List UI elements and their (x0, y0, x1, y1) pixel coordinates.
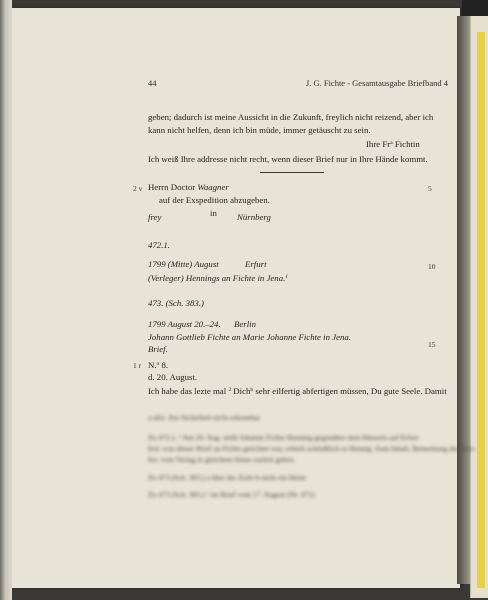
signature-tail: Fichtin (392, 139, 420, 149)
letter-473-number-tail: 8. (159, 360, 169, 370)
address-line-4-left: frey (148, 212, 162, 222)
facing-page-edge (470, 8, 488, 598)
margin-note-1r: 1 r (133, 361, 142, 370)
footnote-line: Zu 473 (Sch. 383.) ¹ im Brief vom 17. August (Nr. 471) (148, 490, 315, 499)
margin-note-2v: 2 v (133, 184, 143, 193)
address-line-1 (148, 181, 229, 194)
entry-472-desc (148, 271, 288, 285)
book-page (12, 8, 460, 588)
entry-472-date: 1799 (Mitte) August (148, 259, 219, 269)
page-stack-edge (0, 0, 12, 600)
body-part-c: sehr eilfertig abfertigen müssen, Du gute Seele. Damit (253, 386, 447, 396)
address-line-3: in (210, 208, 217, 218)
page-number: 44 (148, 78, 157, 88)
letter-473-number-sup: o (156, 361, 160, 367)
entry-472-place: Erfurt (245, 259, 267, 269)
entry-472-desc-text: (Verleger) Hennings an Fichte in Jena. (148, 273, 286, 283)
footnote-line: a afzl. Zur Sicherheit nicht erkennbar (148, 413, 261, 422)
postscript: Ich weiß Ihre addresse nicht recht, wenn dieser Brief nur in Ihre Hände kommt. (148, 154, 428, 164)
body-sup-2: b (250, 387, 254, 393)
separator-rule (260, 172, 324, 173)
letter-line-1: geben; dadurch ist meine Aussicht in die Zukunft, freylich nicht reizend, aber ich (148, 112, 434, 122)
address-recipient: Herrn Doctor (148, 182, 198, 192)
entry-473-place: Berlin (234, 319, 256, 329)
footnote-line: Zu 473 (Sch. 383.) a über der Zeile b nicht ein Heim (148, 473, 306, 482)
entry-473-kind: Brief. (148, 344, 168, 354)
line-number-10: 10 (428, 262, 436, 271)
footnote-line: Zu 472.1. ¹ Am 20. Aug. stellt Johanne Fichte Henning gegenüber dem Hinweis auf Erfurt (148, 433, 419, 442)
address-recipient-name: Waagner (197, 182, 229, 192)
body-part-b: Dich (231, 386, 251, 396)
facing-page-stripe (477, 32, 485, 588)
body-part-a: Ich habe das lezte mal (148, 386, 229, 396)
entry-473-number: 473. (Sch. 383.) (148, 298, 204, 308)
running-title: J. G. Fichte - Gesamtausgabe Briefband 4 (305, 78, 448, 88)
footnote-line: fes: vom Verlag in gleichem Sinne zurück geben. (148, 455, 296, 464)
letter-473-number-text: N. (148, 360, 157, 370)
line-number-5: 5 (428, 184, 432, 193)
signature (366, 137, 420, 151)
letter-473-body-1 (148, 384, 447, 398)
body-sup-1: 2 (228, 387, 232, 393)
letter-473-date: d. 20. August. (148, 372, 198, 382)
entry-473-date: 1799 August 20.–24. (148, 319, 221, 329)
entry-472-number: 472.1. (148, 240, 170, 250)
address-line-2: auf der Exspedition abzugeben. (159, 195, 270, 205)
signature-sup: a (390, 140, 393, 146)
running-header (136, 78, 448, 90)
entry-472-desc-sup: 1 (285, 274, 289, 280)
footnote-line: fest: was dieser Brief an Fichte gerichtet war, erhielt schließlich es Hennig. Zum Inhalt, Bemerkung der Brie- (148, 444, 477, 453)
address-line-4-right: Nürnberg (237, 212, 271, 222)
entry-473-desc: Johann Gottlieb Fichte an Marie Johanne Fichte in Jena. (148, 332, 352, 342)
signature-text: Ihre Fr (366, 139, 391, 149)
letter-line-2: kann nicht helfen, denn ich bin müde, immer getäuscht zu sein. (148, 125, 371, 135)
line-number-15: 15 (428, 340, 436, 349)
corner-tab (462, 0, 488, 16)
letter-473-number (148, 358, 168, 372)
